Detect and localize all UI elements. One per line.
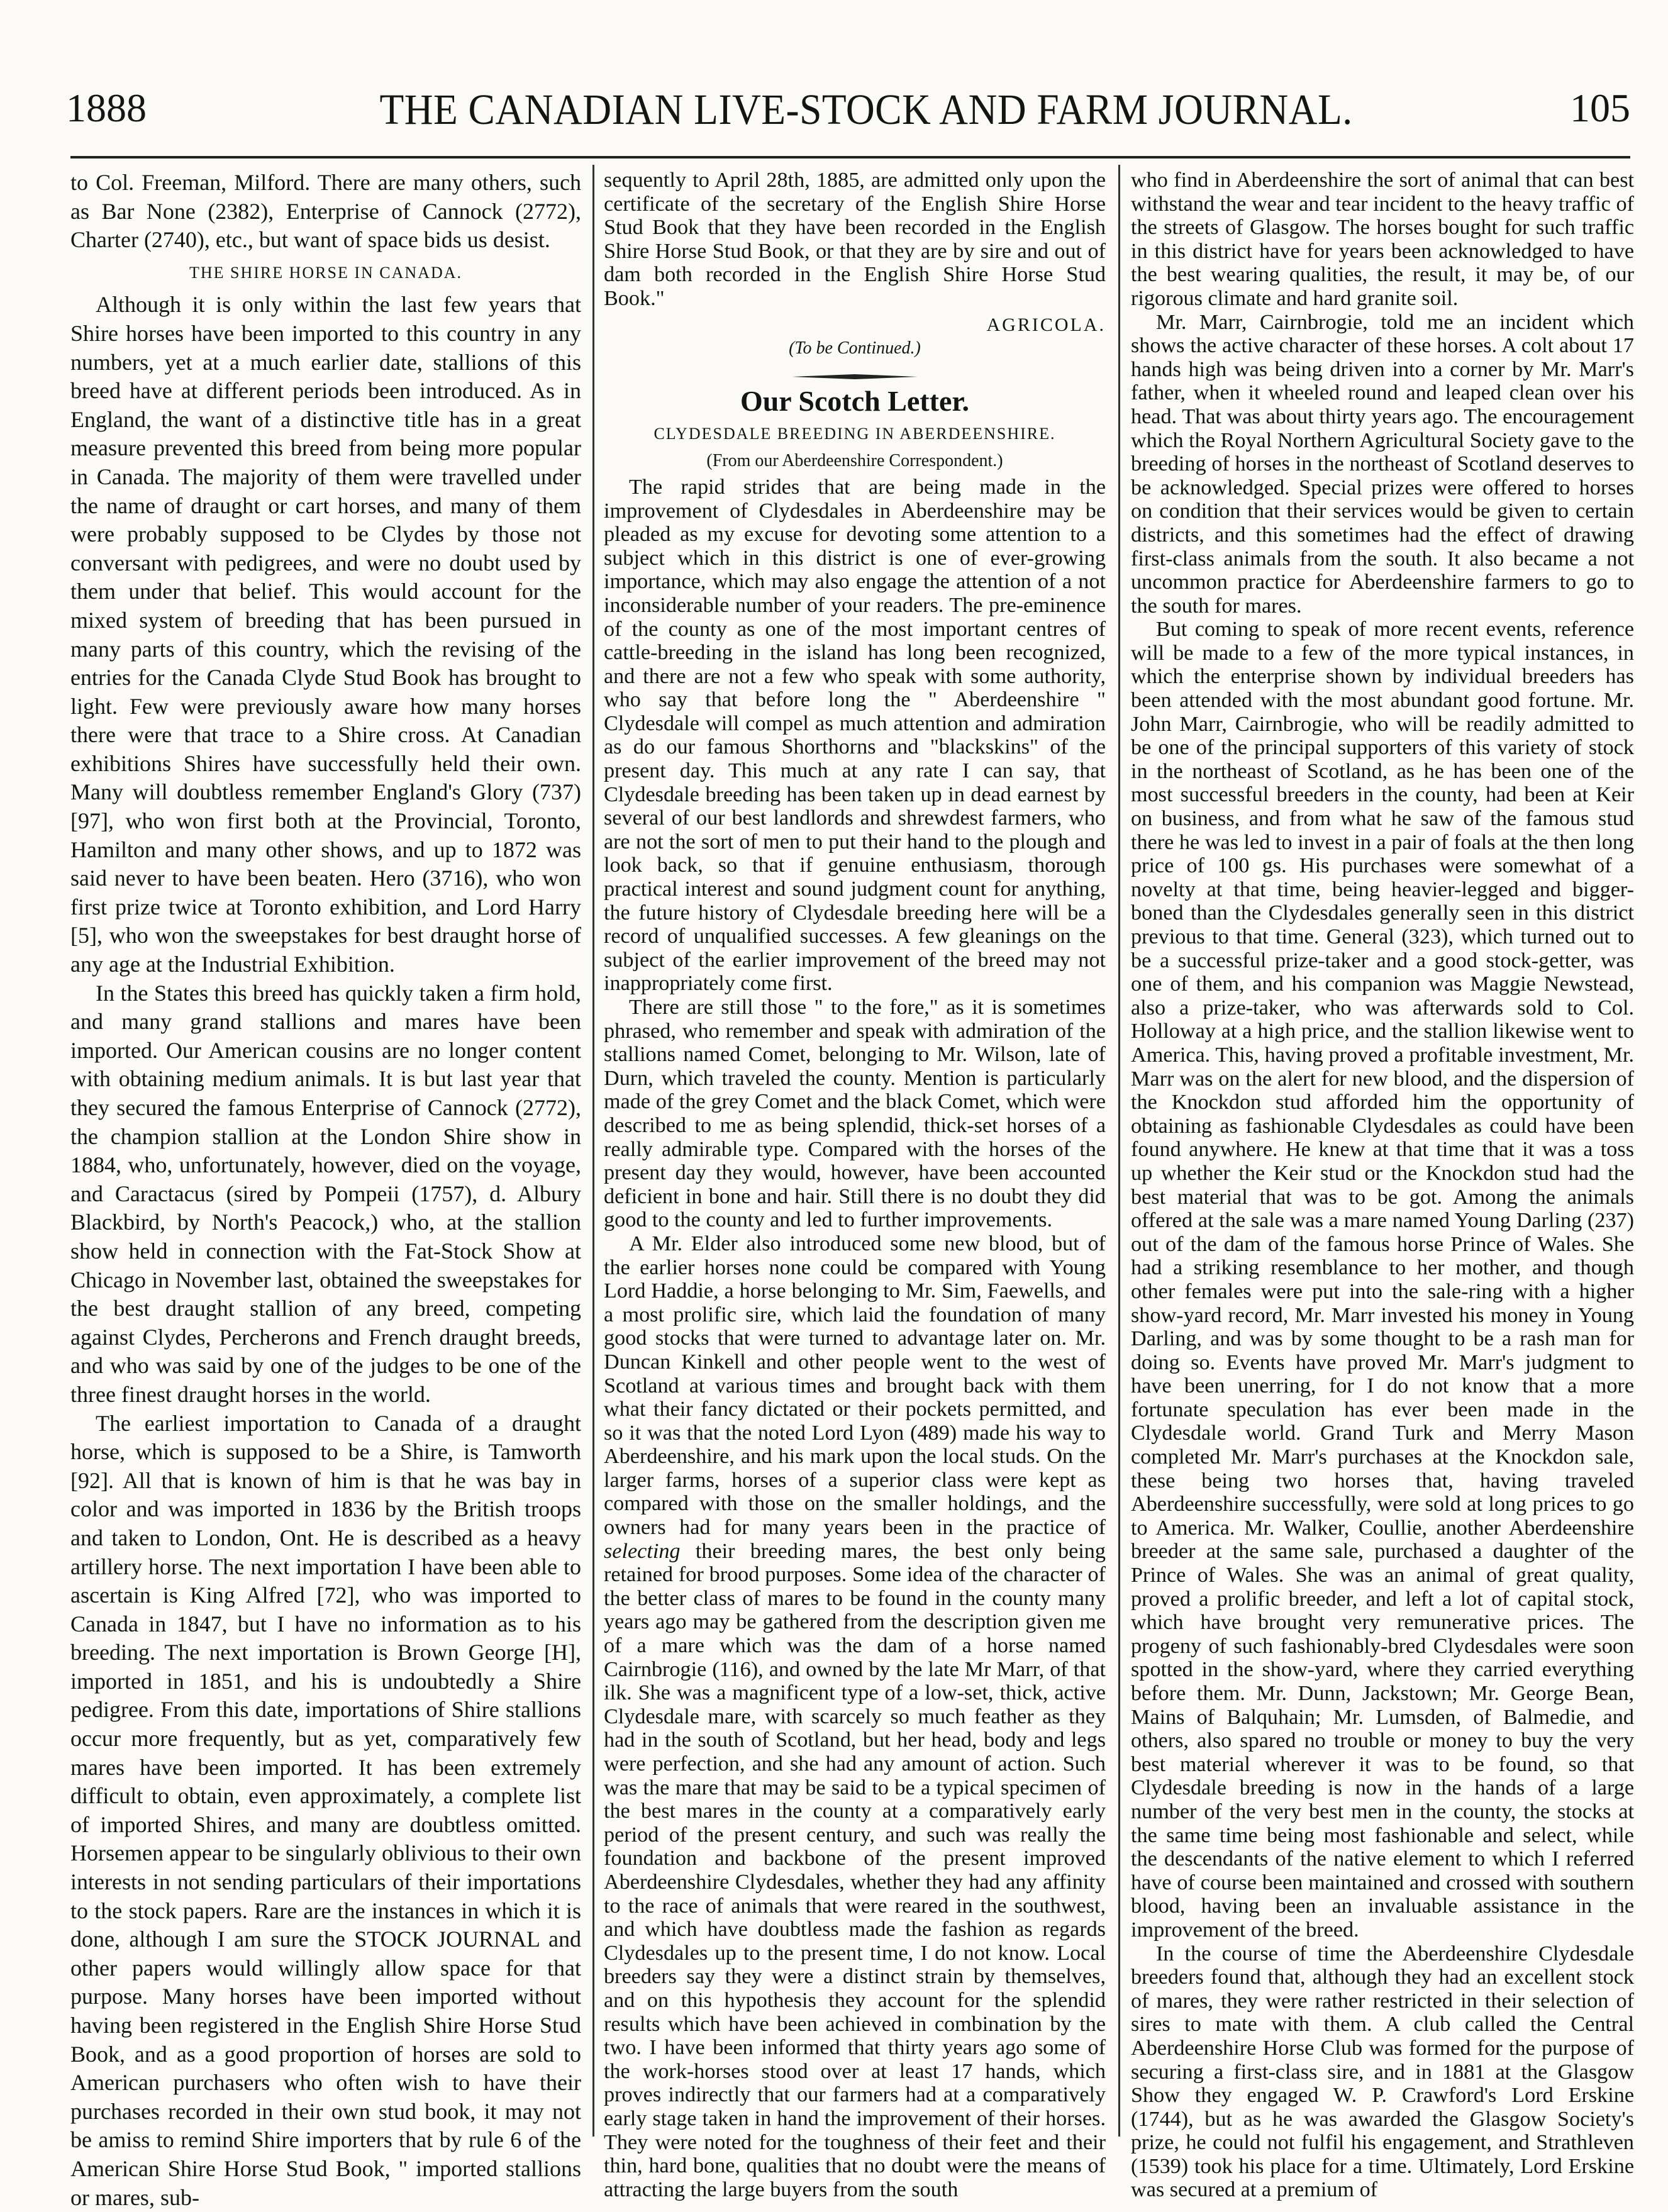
- article-paragraph: There are still those " to the fore," as it is sometimes phrased, who remember and speak with admiration of the stallions named Comet, belonging to Mr. Wilson, late of Durn, which traveled the county. Mention is particularly made of the grey Comet and the black Comet, which were described to me as being splendid, thick-set horses of a really admirable type. Compared with the horses of the present day they would, however, have been accounted deficient in bone and hair. Still there is no doubt they did good to the county and led to further improvements.: [604, 996, 1106, 1232]
- correspondent-line: (From our Aberdeenshire Correspondent.): [706, 451, 1003, 471]
- column-divider: [1118, 165, 1120, 2137]
- article-paragraph: who find in Aberdeenshire the sort of animal that can best withstand the wear and tear incident to the heavy traffic of the streets of Glasgow. The horses bought for such traffic in this district have for years been acknowledged to have the best wearing qualities, the result, it may be, of our rigorous climate and hard granite soil.: [1131, 169, 1634, 310]
- article-paragraph: to Col. Freeman, Milford. There are many others, such as Bar None (2382), Enterprise of Cannock (2772), Charter (2740), etc., but want of space bids us desist.: [70, 170, 581, 253]
- continued-note: (To be Continued.): [789, 338, 921, 358]
- column-3: [1131, 169, 1634, 2202]
- column-2: [604, 169, 1106, 2201]
- header-rule: [70, 156, 1630, 158]
- ornament-rule: [792, 374, 918, 379]
- header-year: 1888: [66, 86, 147, 130]
- text-run: their breeding mares, the best only being retained for brood purposes. Some idea of the character of the better class of mares to be found in the county many years ago may be gathered from the description given me of a mare which was the dam of a horse named Cairnbrogie (116), and owned by the late Mr Marr, of that ilk. She was a magnificent type of a low-set, thick, active Clydesdale mare, with scarcely so much feather as they had in the south of Scotland, but her head, body and legs were perfection, and she had any amount of action. Such was the mare that may be said to be a typical specimen of the best mares in the county at a comparatively early period of the present century, and such was really the foundation and backbone of the present improved Aberdeenshire Clydesdales, whether they had any affinity to the race of animals that were reared in the southwest, and which have doubtless made the fashion as regards Clydesdales up to the present time, I do not know. Local breeders say they were a distinct strain by themselves, and on this hypothesis they account for the splendid results which have been achieved in combination by the two. I have been informed that thirty years ago some of the work-horses stood over at least 17 hands, which proves indirectly that our farmers had at a comparatively early stage taken in hand the improvement of their horses. They were noted for the toughness of their feet and their thin, hard bone, qualities that no doubt were the means of attracting the large buyers from the south: [604, 1539, 1106, 2201]
- section-subhead: THE SHIRE HORSE IN CANADA.: [189, 263, 463, 282]
- article-paragraph: The rapid strides that are being made in the improvement of Clydesdales in Aberdeenshire may be pleaded as my excuse for devoting some attention to a subject which in this district is one of ever-growing importance, which may also engage the attention of a not inconsiderable number of your readers. The pre-eminence of the county as one of the most important centres of cattle-breeding in the island has long been recognized, and there are not a few who speak with some authority, who say that before long the " Aberdeenshire " Clydesdale will compel as much attention and admiration as do our famous Shorthorns and "blackskins" of the present day. This much at any rate I can say, that Clydesdale breeding has been taken up in dead earnest by several of our best landlords and shrewdest farmers, who are not the sort of men to put their hand to the plough and look back, so that if genuine enthusiasm, thorough practical interest and sound judgment count for anything, the future history of Clydesdale breeding here will be a record of unqualified successes. A few gleanings on the subject of the earlier improvement of the breed may not inappropriately come first.: [604, 475, 1106, 996]
- emphasis-text: selecting: [604, 1539, 681, 1563]
- letter-subhead: CLYDESDALE BREEDING IN ABERDEENSHIRE.: [653, 424, 1056, 443]
- article-paragraph: But coming to speak of more recent events, reference will be made to a few of the more typical instances, in which the enterprise shown by individual breeders has been attended with the most abundant good fortune. Mr. John Marr, Cairnbrogie, who will be readily admitted to be one of the principal supporters of this variety of stock in the northeast of Scotland, as he has been one of the most successful breeders in the county, had been at Keir on business, and from what he saw of the famous stud there he was led to invest in a pair of foals at the then long price of 100 gs. His purchases were somewhat of a novelty at that time, being heavier-legged and bigger-boned than the Clydesdales generally seen in this district previous to that time. General (323), which turned out to be a successful prize-taker and a good stock-getter, was one of them, and his companion was Maggie Newstead, also a prize-taker, who was afterwards sold to Col. Holloway at a high price, and the stallion likewise went to America. This, having proved a profitable investment, Mr. Marr was on the alert for new blood, and the dispersion of the Knockdon stud afforded him the opportunity of obtaining as fashionable Clydesdales as could have been found anywhere. He knew at that time that it was a toss up whether the Keir stud or the Knockdon stud had the best material that was to be got. Among the animals offered at the sale was a mare named Young Darling (237) out of the dam of the famous horse Prince of Wales. She had a striking resemblance to her mother, and though other females were put into the sale-ring with a higher show-yard record, Mr. Marr invested his money in Young Darling, and was by some thought to be a rash man for doing so. Events have proved Mr. Marr's judgment to have been unerring, for I do not know that a more fortunate speculation has ever been made in the Clydesdale world. Grand Turk and Merry Mason completed Mr. Marr's purchases at the Knockdon sale, these being two horses that, having traveled Aberdeenshire successfully, were sold at long prices to go to America. Mr. Walker, Coullie, another Aberdeenshire breeder at the same sale, purchased a daughter of the Prince of Wales. She was an animal of great quality, proved a prolific breeder, and left a lot of capital stock, which have brought very remunerative prices. The progeny of such fashionably-bred Clydesdales were soon spotted in the show-yard, where they carried everything before them. Mr. Dunn, Jackstown; Mr. George Bean, Mains of Balquhain; Mr. Lumsden, of Balmedie, and others, also spared no trouble or money to buy the very best material wherever it was to be found, so that Clydesdale breeding is now in the hands of a large number of the very best men in the county, the stocks at the same time being most fashionable and select, while the descendants of the native element to which I referred have of course been maintained and crossed with southern blood, having been an invaluable assistance in the improvement of the breed.: [1131, 618, 1634, 1942]
- page-number: 105: [1570, 86, 1630, 130]
- article-paragraph: sequently to April 28th, 1885, are admitted only upon the certificate of the secretary of the English Shire Horse Stud Book that they have been recorded in the English Shire Horse Stud Book, or that they are by sire and out of dam both recorded in the English Shire Horse Stud Book.": [604, 169, 1106, 310]
- text-run: A Mr. Elder also introduced some new blood, but of the earlier horses none could be compared with Young Lord Haddie, a horse belonging to Mr. Sim, Faewells, and a most prolific sire, which laid the foundation of many good stocks that were turned to advantage later on. Mr. Duncan Kinkell and other people went to the west of Scotland at various times and brought back with them what their fancy dictated or their pockets permitted, and so it was that the noted Lord Lyon (489) made his way to Aberdeenshire, and his mark upon the local studs. On the larger farms, horses of a superior class were kept as compared with those on the smaller holdings, and the owners had for many years been in the practice of: [604, 1231, 1106, 1540]
- article-paragraph: In the course of time the Aberdeenshire Clydesdale breeders found that, although they had an excellent stock of mares, they were rather restricted in their selection of sires to mate with them. A club called the Central Aberdeenshire Horse Club was formed for the purpose of securing a first-class sire, and in 1881 at the Glasgow Show they engaged W. P. Crawford's Lord Erskine (1744), but as he was awarded the Glasgow Society's prize, he could not fulfil his engagement, and Strathleven (1539) took his place for a time. Ultimately, Lord Erskine was secured at a premium of: [1131, 1942, 1634, 2202]
- article-paragraph: [604, 1232, 1106, 2201]
- article-paragraph: Mr. Marr, Cairnbrogie, told me an incident which shows the active character of these horses. A colt about 17 hands high was being driven into a corner by Mr. Marr's father, when it wheeled round and leaped clean over his head. That was about thirty years ago. The encouragement which the Royal Northern Agricultural Society gave to the breeding of horses in the northeast of Scotland deserves to be acknowledged. Special prizes were offered to horses on condition that their services would be given to certain districts, and this sometimes had the effect of drawing first-class animals from the south. It also became a not uncommon practice for Aberdeenshire farmers to go to the south for mares.: [1131, 310, 1634, 618]
- journal-title: THE CANADIAN LIVE-STOCK AND FARM JOURNAL.: [379, 86, 1353, 133]
- article-paragraph: Although it is only within the last few years that Shire horses have been imported to this country in any numbers, yet at a much earlier date, stallions of this breed have at different periods been introduced. As in England, the want of a distinctive title has in a great measure prevented this breed from being more popular in Canada. The majority of them were travelled under the name of draught or cart horses, and many of them were probably supposed to be Clydes by those not conversant with pedigrees, and were no doubt used by them under that belief. This would account for the mixed system of breeding that has been pursued in many parts of this country, which the revising of the entries for the Canada Clyde Stud Book has brought to light. Few were previously aware how many horses there were that trace to a Shire cross. At Canadian exhibitions Shires have successfully held their own. Many will doubtless remember England's Glory (737) [97], who won first both at the Provincial, Toronto, Hamilton and many other shows, and up to 1872 was said never to have been beaten. Hero (3716), who won first prize twice at Toronto exhibition, and Lord Harry [5], who won the sweepstakes for best draught horse of any age at the Industrial Exhibition.: [70, 292, 581, 977]
- column-1: [70, 169, 581, 2212]
- column-divider: [592, 165, 594, 2137]
- letter-title: Our Scotch Letter.: [740, 384, 970, 417]
- article-paragraph: The earliest importation to Canada of a draught horse, which is supposed to be a Shire, is Tamworth [92]. All that is known of him is that he was bay in color and was imported in 1836 by the British troops and taken to London, Ont. He is described as a heavy artillery horse. The next importation I have been able to ascertain is King Alfred [72], who was imported to Canada in 1847, but I have no information as to his breeding. The next importation is Brown George [H], imported in 1851, and his is undoubtedly a Shire pedigree. From this date, importations of Shire stallions occur more frequently, but as yet, comparatively few mares have been imported. It has been extremely difficult to obtain, even approximately, a complete list of imported Shires, and many are doubtless omitted. Horsemen appear to be singularly oblivious to their own interests in not sending particulars of their importations to the stock papers. Rare are the instances in which it is done, although I am sure the STOCK JOURNAL and other papers would willingly allow space for that purpose. Many horses have been imported without having been registered in the English Shire Horse Stud Book, and as a good proportion of horses are sold to American purchasers who often wish to have their purchases recorded in their own stud book, it may not be amiss to remind Shire importers that by rule 6 of the American Shire Horse Stud Book, " imported stallions or mares, sub-: [70, 1410, 581, 2210]
- author-signature: AGRICOLA.: [986, 314, 1106, 335]
- article-paragraph: In the States this breed has quickly taken a firm hold, and many grand stallions and mares have been imported. Our American cousins are no longer content with obtaining medium animals. It is but last year that they secured the famous Enterprise of Cannock (2772), the champion stallion at the London Shire show in 1884, who, unfortunately, however, died on the voyage, and Caractacus (sired by Pompeii (1757), d. Albury Blackbird, by North's Peacock,) who, at the stallion show held in connection with the Fat-Stock Show at Chicago in November last, obtained the sweepstakes for the best draught stallion of any breed, competing against Clydes, Percherons and French draught breeds, and who was said by one of the judges to be one of the three finest draught horses in the world.: [70, 980, 581, 1407]
